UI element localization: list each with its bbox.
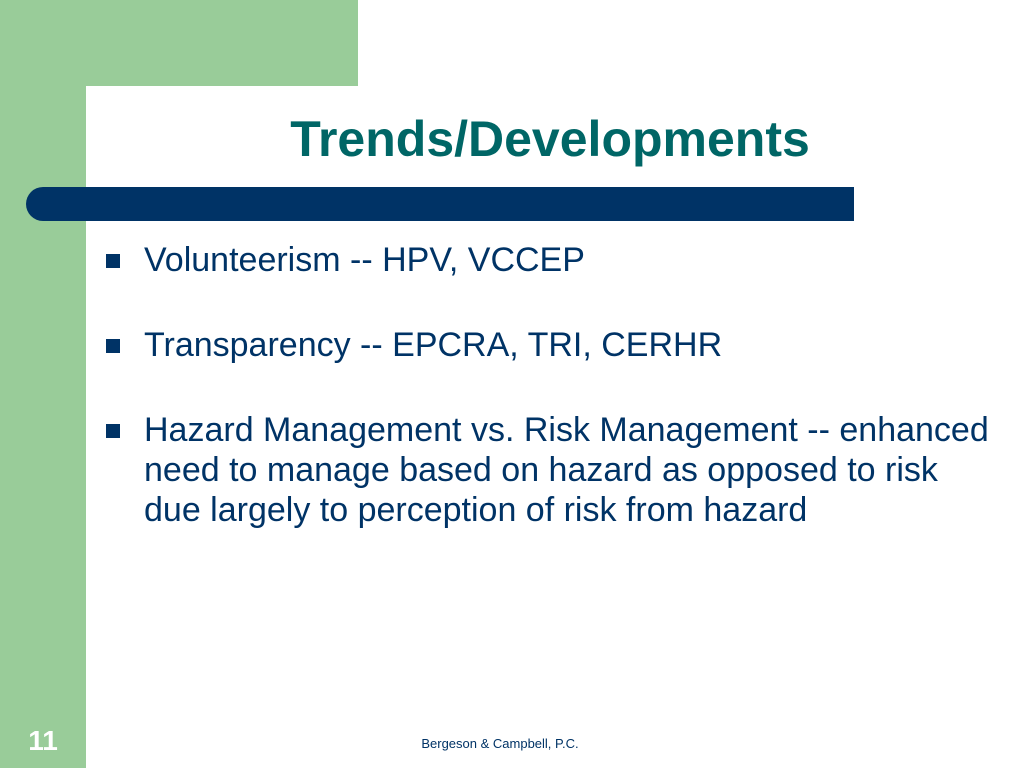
bullet-text: Hazard Management vs. Risk Management -- enhanced need to manage based on hazard as opposed to risk due largely to perception of risk from hazard bbox=[144, 411, 989, 529]
bullet-text: Volunteerism -- HPV, VCCEP bbox=[144, 241, 585, 279]
page-number: 11 bbox=[28, 725, 58, 756]
green-sidebar bbox=[0, 0, 86, 768]
square-bullet-icon bbox=[106, 339, 120, 353]
square-bullet-icon bbox=[106, 424, 120, 438]
bullet-item bbox=[104, 240, 1004, 280]
bullet-text: Transparency -- EPCRA, TRI, CERHR bbox=[144, 326, 723, 364]
slide-title: Trends/Developments bbox=[290, 111, 810, 167]
square-bullet-icon bbox=[106, 254, 120, 268]
bullet-item bbox=[104, 410, 1004, 530]
bullet-list bbox=[104, 240, 1004, 575]
footer-text: Bergeson & Campbell, P.C. bbox=[421, 736, 579, 751]
green-top-band bbox=[0, 0, 358, 86]
bullet-item bbox=[104, 325, 1004, 365]
title-divider-bar bbox=[26, 187, 854, 221]
